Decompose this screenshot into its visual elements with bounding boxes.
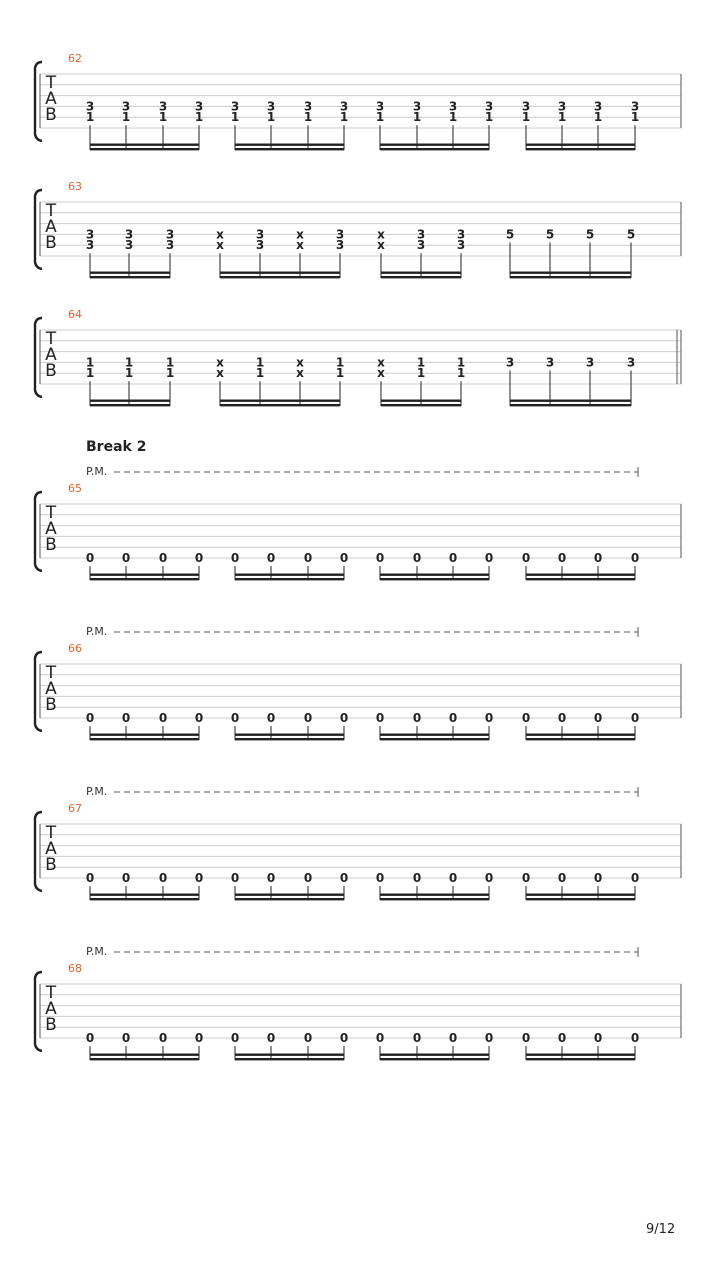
- fret-number: 3: [557, 99, 567, 114]
- fret-number: 0: [484, 711, 494, 725]
- fret-number: 0: [557, 711, 567, 725]
- fret-number: 0: [448, 871, 458, 885]
- tab-clef-letter-t: T: [45, 329, 57, 349]
- measure-number: 65: [68, 482, 82, 495]
- fret-number: 5: [626, 227, 636, 242]
- tab-system-66: [35, 625, 681, 740]
- fret-number: 1: [194, 110, 204, 125]
- fret-number: 0: [339, 551, 349, 565]
- fret-number: 3: [165, 227, 175, 242]
- fret-number: 0: [412, 871, 422, 885]
- beam: [235, 574, 344, 576]
- fret-number: 3: [630, 99, 640, 114]
- fret-number: 1: [593, 110, 603, 125]
- beam: [381, 400, 461, 402]
- palm-mute-label: P.M.: [86, 625, 108, 638]
- fret-number: 0: [194, 711, 204, 725]
- beam: [510, 400, 631, 402]
- tab-clef-letter-t: T: [45, 73, 57, 93]
- fret-number: 0: [85, 711, 95, 725]
- fret-number: 1: [85, 110, 95, 125]
- beam: [380, 578, 489, 580]
- palm-mute-label: P.M.: [86, 465, 108, 478]
- fret-number: 3: [585, 355, 595, 370]
- dead-note: x: [216, 238, 224, 253]
- fret-number: 5: [505, 227, 515, 242]
- beam: [235, 734, 344, 736]
- fret-number: 1: [121, 110, 131, 125]
- fret-number: 0: [85, 871, 95, 885]
- fret-number: 0: [630, 1031, 640, 1045]
- fret-number: 0: [375, 871, 385, 885]
- fret-number: 0: [521, 551, 531, 565]
- fret-number: 0: [593, 711, 603, 725]
- fret-number: 3: [165, 238, 175, 253]
- fret-number: 0: [557, 871, 567, 885]
- beam: [235, 1058, 344, 1060]
- beam: [526, 148, 635, 150]
- beam: [235, 144, 344, 146]
- fret-number: 0: [557, 1031, 567, 1045]
- fret-number: 3: [448, 99, 458, 114]
- beam: [380, 1058, 489, 1060]
- beam: [90, 898, 199, 900]
- fret-number: 0: [375, 1031, 385, 1045]
- dead-note: x: [377, 366, 385, 381]
- tab-system-68: [35, 945, 681, 1060]
- fret-number: 3: [230, 99, 240, 114]
- beam: [90, 144, 199, 146]
- fret-number: 0: [448, 711, 458, 725]
- fret-number: 3: [456, 227, 466, 242]
- fret-number: 0: [121, 551, 131, 565]
- dead-note: x: [296, 238, 304, 253]
- beam: [526, 574, 635, 576]
- fret-number: 0: [230, 551, 240, 565]
- fret-number: 0: [121, 711, 131, 725]
- fret-number: 3: [521, 99, 531, 114]
- fret-number: 3: [505, 355, 515, 370]
- palm-mute-label: P.M.: [86, 945, 108, 958]
- fret-number: 5: [545, 227, 555, 242]
- dead-note: x: [216, 355, 224, 370]
- beam: [220, 400, 340, 402]
- fret-number: 1: [557, 110, 567, 125]
- fret-number: 0: [375, 551, 385, 565]
- beam: [380, 734, 489, 736]
- tab-system-64: [35, 308, 681, 406]
- beam: [235, 738, 344, 740]
- dead-note: x: [377, 355, 385, 370]
- beam: [90, 738, 199, 740]
- tab-system-65: [35, 439, 681, 580]
- fret-number: 1: [124, 366, 134, 381]
- fret-number: 1: [335, 355, 345, 370]
- fret-number: 0: [194, 551, 204, 565]
- beam: [526, 578, 635, 580]
- tab-system-63: [35, 180, 681, 278]
- tab-clef-letter-b: B: [45, 105, 57, 125]
- fret-number: 3: [121, 99, 131, 114]
- beam: [526, 1054, 635, 1056]
- dead-note: x: [296, 355, 304, 370]
- tab-clef-letter-a: A: [45, 839, 57, 859]
- dead-note: x: [216, 227, 224, 242]
- fret-number: 0: [484, 1031, 494, 1045]
- fret-number: 3: [266, 99, 276, 114]
- measure-number: 63: [68, 180, 82, 193]
- fret-number: 0: [484, 551, 494, 565]
- tab-clef-letter-a: A: [45, 89, 57, 109]
- fret-number: 3: [85, 238, 95, 253]
- beam: [380, 894, 489, 896]
- beam: [235, 894, 344, 896]
- tab-clef-letter-a: A: [45, 999, 57, 1019]
- beam: [526, 898, 635, 900]
- beam: [381, 276, 461, 278]
- fret-number: 0: [158, 871, 168, 885]
- fret-number: 3: [412, 99, 422, 114]
- palm-mute-label: P.M.: [86, 785, 108, 798]
- fret-number: 3: [456, 238, 466, 253]
- fret-number: 3: [416, 227, 426, 242]
- fret-number: 1: [412, 110, 422, 125]
- beam: [380, 738, 489, 740]
- fret-number: 0: [121, 1031, 131, 1045]
- fret-number: 1: [339, 110, 349, 125]
- beam: [90, 272, 170, 274]
- beam: [90, 400, 170, 402]
- tab-system-62: [35, 52, 681, 150]
- fret-number: 0: [521, 1031, 531, 1045]
- tab-clef-letter-b: B: [45, 535, 57, 555]
- fret-number: 1: [521, 110, 531, 125]
- fret-number: 0: [630, 551, 640, 565]
- fret-number: 3: [626, 355, 636, 370]
- fret-number: 1: [124, 355, 134, 370]
- beam: [90, 1054, 199, 1056]
- fret-number: 0: [303, 711, 313, 725]
- beam: [510, 276, 631, 278]
- fret-number: 0: [339, 1031, 349, 1045]
- fret-number: 1: [456, 366, 466, 381]
- beam: [90, 894, 199, 896]
- fret-number: 0: [158, 711, 168, 725]
- fret-number: 3: [124, 227, 134, 242]
- fret-number: 1: [255, 355, 265, 370]
- beam: [235, 578, 344, 580]
- fret-number: 1: [484, 110, 494, 125]
- fret-number: 3: [339, 99, 349, 114]
- fret-number: 3: [593, 99, 603, 114]
- fret-number: 1: [165, 355, 175, 370]
- fret-number: 0: [303, 551, 313, 565]
- beam: [526, 1058, 635, 1060]
- fret-number: 3: [375, 99, 385, 114]
- beam: [90, 578, 199, 580]
- beam: [90, 574, 199, 576]
- fret-number: 1: [255, 366, 265, 381]
- tab-clef-letter-b: B: [45, 361, 57, 381]
- fret-number: 0: [303, 1031, 313, 1045]
- fret-number: 0: [230, 871, 240, 885]
- beam: [90, 276, 170, 278]
- fret-number: 0: [266, 1031, 276, 1045]
- fret-number: 3: [416, 238, 426, 253]
- fret-number: 1: [266, 110, 276, 125]
- fret-number: 0: [484, 871, 494, 885]
- fret-number: 0: [85, 1031, 95, 1045]
- fret-number: 5: [585, 227, 595, 242]
- beam: [381, 272, 461, 274]
- beam: [380, 574, 489, 576]
- beam: [90, 1058, 199, 1060]
- measure-number: 68: [68, 962, 82, 975]
- tab-clef-letter-a: A: [45, 345, 57, 365]
- fret-number: 3: [545, 355, 555, 370]
- beam: [90, 148, 199, 150]
- beam: [510, 272, 631, 274]
- fret-number: 3: [85, 227, 95, 242]
- fret-number: 3: [85, 99, 95, 114]
- fret-number: 3: [194, 99, 204, 114]
- fret-number: 0: [375, 711, 385, 725]
- measure-number: 67: [68, 802, 82, 815]
- beam: [90, 734, 199, 736]
- fret-number: 0: [230, 1031, 240, 1045]
- fret-number: 0: [230, 711, 240, 725]
- tab-clef-letter-t: T: [45, 663, 57, 683]
- fret-number: 1: [630, 110, 640, 125]
- beam: [220, 272, 340, 274]
- fret-number: 0: [85, 551, 95, 565]
- tab-clef-letter-b: B: [45, 233, 57, 253]
- fret-number: 3: [255, 238, 265, 253]
- beam: [220, 276, 340, 278]
- fret-number: 0: [158, 1031, 168, 1045]
- measure-number: 66: [68, 642, 82, 655]
- fret-number: 3: [124, 238, 134, 253]
- fret-number: 1: [230, 110, 240, 125]
- tab-clef-letter-t: T: [45, 983, 57, 1003]
- beam: [380, 148, 489, 150]
- section-title: Break 2: [86, 439, 147, 455]
- tab-clef-letter-a: A: [45, 217, 57, 237]
- fret-number: 0: [557, 551, 567, 565]
- fret-number: 1: [335, 366, 345, 381]
- beam: [235, 1054, 344, 1056]
- dead-note: x: [377, 238, 385, 253]
- fret-number: 0: [593, 871, 603, 885]
- beam: [380, 898, 489, 900]
- fret-number: 0: [194, 871, 204, 885]
- fret-number: 1: [456, 355, 466, 370]
- fret-number: 1: [165, 366, 175, 381]
- beam: [235, 898, 344, 900]
- measure-number: 64: [68, 308, 82, 321]
- fret-number: 0: [412, 1031, 422, 1045]
- tab-clef-letter-t: T: [45, 503, 57, 523]
- beam: [235, 148, 344, 150]
- dead-note: x: [296, 227, 304, 242]
- fret-number: 0: [158, 551, 168, 565]
- page-number: 9/12: [646, 1222, 676, 1237]
- fret-number: 3: [484, 99, 494, 114]
- tab-system-67: [35, 785, 681, 900]
- fret-number: 1: [85, 355, 95, 370]
- beam: [380, 144, 489, 146]
- fret-number: 0: [339, 871, 349, 885]
- fret-number: 0: [448, 551, 458, 565]
- fret-number: 0: [630, 711, 640, 725]
- fret-number: 0: [303, 871, 313, 885]
- tab-clef-letter-b: B: [45, 855, 57, 875]
- dead-note: x: [296, 366, 304, 381]
- fret-number: 0: [266, 871, 276, 885]
- fret-number: 0: [521, 871, 531, 885]
- fret-number: 0: [339, 711, 349, 725]
- beam: [526, 894, 635, 896]
- beam: [526, 144, 635, 146]
- fret-number: 1: [85, 366, 95, 381]
- fret-number: 0: [448, 1031, 458, 1045]
- beam: [90, 404, 170, 406]
- fret-number: 0: [266, 711, 276, 725]
- tab-clef-letter-b: B: [45, 695, 57, 715]
- fret-number: 3: [158, 99, 168, 114]
- fret-number: 0: [412, 551, 422, 565]
- fret-number: 0: [630, 871, 640, 885]
- dead-note: x: [377, 227, 385, 242]
- tab-clef-letter-b: B: [45, 1015, 57, 1035]
- fret-number: 0: [266, 551, 276, 565]
- fret-number: 1: [416, 366, 426, 381]
- fret-number: 0: [412, 711, 422, 725]
- tab-clef-letter-a: A: [45, 679, 57, 699]
- fret-number: 3: [335, 238, 345, 253]
- fret-number: 1: [158, 110, 168, 125]
- fret-number: 3: [335, 227, 345, 242]
- fret-number: 0: [194, 1031, 204, 1045]
- tab-clef-letter-a: A: [45, 519, 57, 539]
- fret-number: 1: [375, 110, 385, 125]
- beam: [526, 734, 635, 736]
- beam: [526, 738, 635, 740]
- beam: [380, 1054, 489, 1056]
- fret-number: 1: [448, 110, 458, 125]
- dead-note: x: [216, 366, 224, 381]
- fret-number: 0: [593, 1031, 603, 1045]
- fret-number: 0: [121, 871, 131, 885]
- fret-number: 3: [303, 99, 313, 114]
- beam: [381, 404, 461, 406]
- beam: [510, 404, 631, 406]
- beam: [220, 404, 340, 406]
- fret-number: 1: [416, 355, 426, 370]
- tab-clef-letter-t: T: [45, 201, 57, 221]
- tab-clef-letter-t: T: [45, 823, 57, 843]
- measure-number: 62: [68, 52, 82, 65]
- fret-number: 3: [255, 227, 265, 242]
- fret-number: 0: [521, 711, 531, 725]
- fret-number: 1: [303, 110, 313, 125]
- fret-number: 0: [593, 551, 603, 565]
